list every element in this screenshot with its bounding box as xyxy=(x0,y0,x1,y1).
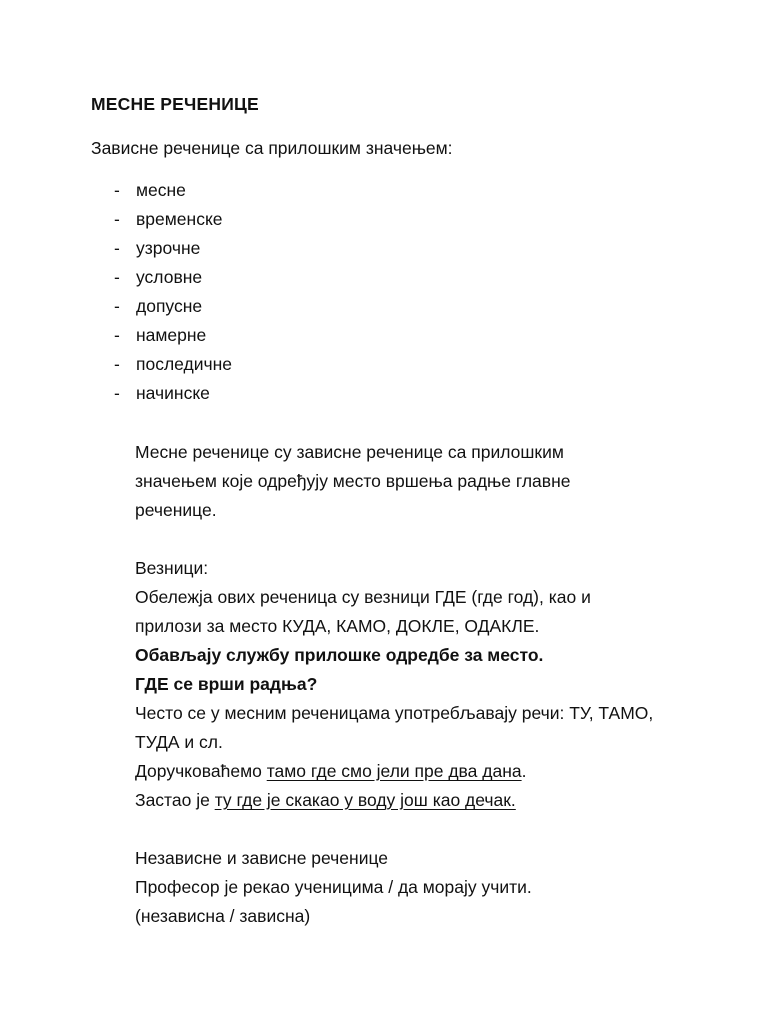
list-item xyxy=(114,323,232,352)
list-item-label: временске xyxy=(136,209,223,229)
list-item-label: допусне xyxy=(136,296,203,316)
paragraph-line: Често се у месним реченицама употребљавају речи: ТУ, ТАМО, xyxy=(135,703,654,723)
section-heading: Везници: xyxy=(135,558,209,578)
paragraph-line: значењем које одређују место вршења радње главне xyxy=(135,471,571,491)
list-dash: - xyxy=(114,209,120,229)
bold-statement: Обављају службу прилошке одредбе за место. xyxy=(135,645,544,665)
paragraph-line: ТУДА и сл. xyxy=(135,732,223,752)
list-item xyxy=(114,265,232,294)
list-item-label: условне xyxy=(136,267,203,287)
example-main-clause: Застао је xyxy=(135,790,215,810)
list-item-label: начинске xyxy=(136,383,210,403)
list-item xyxy=(114,236,232,265)
list-item xyxy=(114,178,232,207)
paragraph-line: Професор је рекао ученицима / да морају учити. xyxy=(135,877,532,897)
list-dash: - xyxy=(114,238,120,258)
page-title: МЕСНЕ РЕЧЕНИЦЕ xyxy=(91,94,259,114)
list-item-label: узрочне xyxy=(136,238,201,258)
conjunctions-section xyxy=(135,554,735,815)
list-item-label: намерне xyxy=(136,325,207,345)
definition-paragraph xyxy=(135,438,735,525)
paragraph-line: (независна / зависна) xyxy=(135,906,311,926)
example-dependent-clause: тамо где смо јели пре два дана xyxy=(266,761,522,781)
list-dash: - xyxy=(114,267,120,287)
example-main-clause: Доручковаћемо xyxy=(135,761,267,781)
example-punctuation: . xyxy=(521,761,527,781)
list-item xyxy=(114,381,232,410)
list-dash: - xyxy=(114,296,120,316)
list-item-label: последичне xyxy=(136,354,233,374)
paragraph-line: прилози за место КУДА, КАМО, ДОКЛЕ, ОДАКЛЕ. xyxy=(135,616,540,636)
list-item xyxy=(114,352,232,381)
list-item-label: месне xyxy=(136,180,186,200)
independent-dependent-section xyxy=(135,844,735,931)
list-item xyxy=(114,207,232,236)
list-dash: - xyxy=(114,383,120,403)
list-dash: - xyxy=(114,180,120,200)
paragraph-line: реченице. xyxy=(135,500,217,520)
clause-type-list xyxy=(114,178,232,410)
list-item xyxy=(114,294,232,323)
intro-text: Зависне реченице са прилошким значењем: xyxy=(91,138,453,158)
list-dash: - xyxy=(114,354,120,374)
bold-question: ГДЕ се врши радња? xyxy=(135,674,318,694)
paragraph-line: Обележја ових реченица су везници ГДЕ (где год), као и xyxy=(135,587,591,607)
example-sentence-1 xyxy=(135,757,735,786)
example-sentence-2 xyxy=(135,786,735,815)
list-dash: - xyxy=(114,325,120,345)
section-heading: Независне и зависне реченице xyxy=(135,848,389,868)
example-dependent-clause: ту где је скакао у воду још као дечак. xyxy=(214,790,516,810)
paragraph-line: Месне реченице су зависне реченице са прилошким xyxy=(135,442,564,462)
